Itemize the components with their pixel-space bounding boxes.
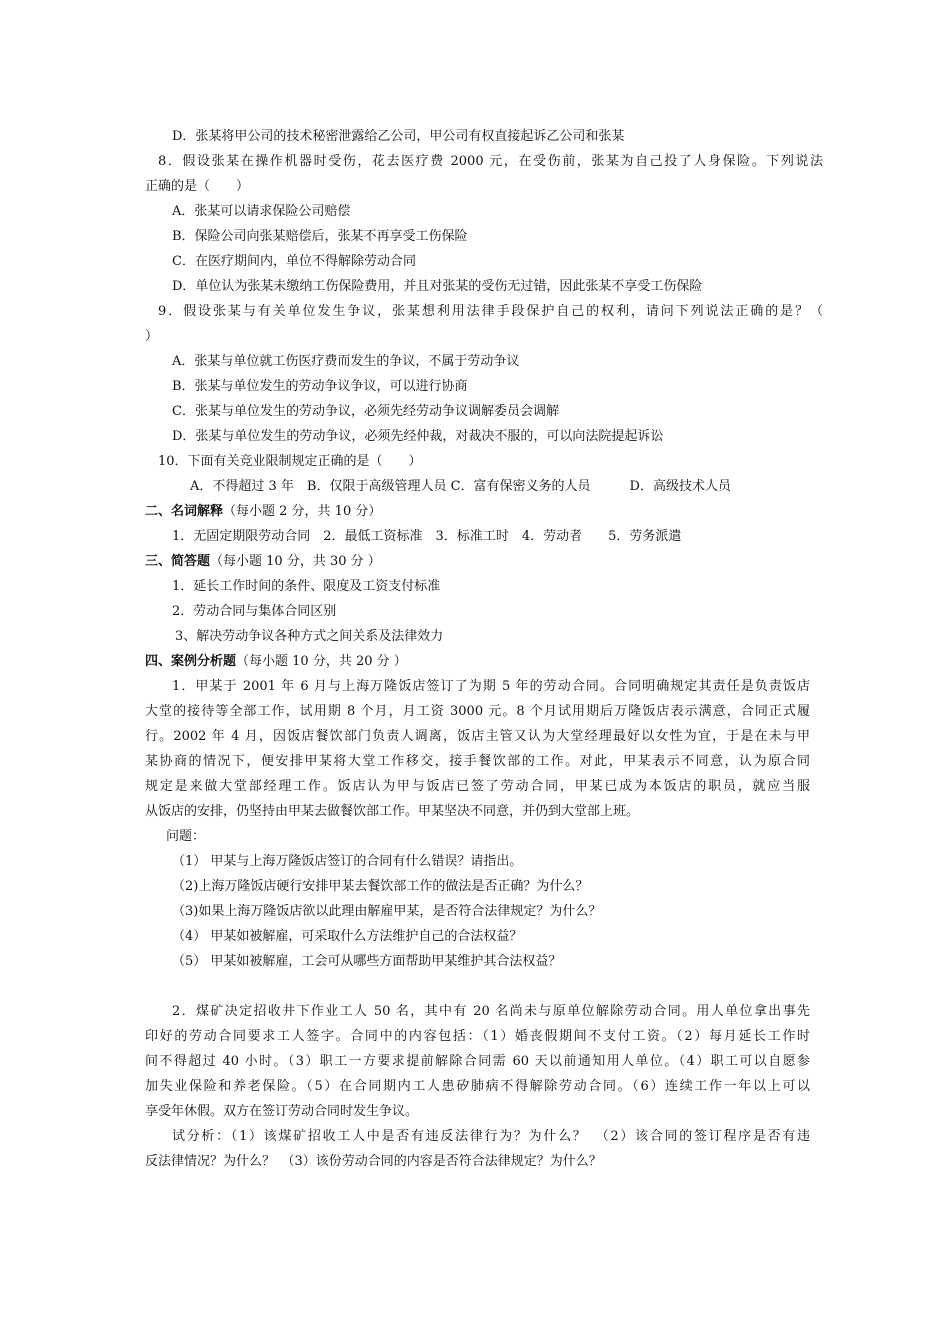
section3-item-1: 1．延长工作时间的条件、限度及工资支付标准 xyxy=(172,579,441,594)
q10-stem: 10．下面有关竞业限制规定正确的是（ ） xyxy=(158,454,422,469)
case2-line-1: 2．煤矿决定招收井下作业工人 50 名，其中有 20 名尚未与原单位解除劳动合同。用人单位拿出事先 xyxy=(172,1004,810,1019)
q9-stem-line2: ） xyxy=(145,329,159,344)
section2-title: 二、名词解释 xyxy=(145,504,224,519)
section3-heading xyxy=(145,553,810,571)
analysis-line-1: 试分析：（1）该煤矿招收工人中是否有违反法律行为？为什么？ （2）该合同的签订程序是否有违 xyxy=(172,1129,810,1144)
section3-title: 三、简答题 xyxy=(145,554,211,569)
section2-note: （每小题 2 分，共 10 分） xyxy=(223,504,382,519)
q9-stem-line1: 9．假设张某与有关单位发生争议，张某想利用法律手段保护自己的权利，请问下列说法正确的是？（ xyxy=(158,304,823,319)
section2-items: 1．无固定期限劳动合同 2．最低工资标准 3．标准工时 4．劳动者 5．劳务派遣 xyxy=(172,529,682,544)
case2-line-2: 印好的劳动合同要求工人签字。合同中的内容包括：（1）婚丧假期间不支付工资。（2）每月延长工作时 xyxy=(145,1029,810,1044)
case1-line-4: 某协商的情况下，便安排甲某将大堂工作移交，接手餐饮部的工作。对此，甲某表示不同意，认为原合同 xyxy=(145,754,810,769)
q9-option-a: A．张某与单位就工伤医疗费而发生的争议，不属于劳动争议 xyxy=(172,354,520,369)
section3-item-3: 3、解决劳动争议各种方式之间关系及法律效力 xyxy=(175,629,444,644)
section3-item-2: 2．劳动合同与集体合同区别 xyxy=(172,604,337,619)
question-2: （2)上海万隆饭店硬行安排甲某去餐饮部工作的做法是否正确？为什么？ xyxy=(172,879,589,894)
section4-title: 四、案例分析题 xyxy=(145,654,237,669)
case1-line-3: 行。2002 年 4 月，因饭店餐饮部门负责人调离，饭店主管又认为大堂经理最好以女性为宜，于是在未与甲 xyxy=(145,729,810,744)
q9-option-b: B．张某与单位发生的劳动争议争议，可以进行协商 xyxy=(172,379,468,394)
questions-label: 问题： xyxy=(166,829,206,844)
case1-line-6: 从饭店的安排，仍坚持由甲某去做餐饮部工作。甲某坚决不同意，并仍到大堂部上班。 xyxy=(145,804,640,819)
q8-stem-line2: 正确的是（ ） xyxy=(145,179,250,194)
section3-note: （每小题 10 分，共 30 分 ） xyxy=(210,554,381,569)
q7-option-d: D．张某将甲公司的技术秘密泄露给乙公司，甲公司有权直接起诉乙公司和张某 xyxy=(172,129,625,144)
case2-line-3: 间不得超过 40 小时。（3）职工一方要求提前解除合同需 60 天以前通知用人单位。（4）职工可以自愿参 xyxy=(145,1054,810,1069)
question-4: （4） 甲某如被解雇，可采取什么方法维护自己的合法权益？ xyxy=(172,929,523,944)
section4-note: （每小题 10 分，共 20 分 ） xyxy=(236,654,407,669)
q9-option-d: D．张某与单位发生的劳动争议，必须先经仲裁，对裁决不服的，可以向法院提起诉讼 xyxy=(172,429,664,444)
section4-heading xyxy=(145,653,810,671)
case1-line-1: 1．甲某于 2001 年 6 月与上海万隆饭店签订了为期 5 年的劳动合同。合同明确规定其责任是负责饭店 xyxy=(172,679,810,694)
case1-line-5: 规定是来做大堂部经理工作。饭店认为甲与饭店已签了劳动合同，甲某已成为本饭店的职员，就应当服 xyxy=(145,779,810,794)
q8-option-d: D．单位认为张某未缴纳工伤保险费用，并且对张某的受伤无过错，因此张某不享受工伤保险 xyxy=(172,279,703,294)
q10-options: A．不得超过 3 年 B．仅限于高级管理人员 C．富有保密义务的人员 D．高级技术人员 xyxy=(190,479,731,494)
q9-option-c: C．张某与单位发生的劳动争议，必须先经劳动争议调解委员会调解 xyxy=(172,404,559,419)
question-3: （3)如果上海万隆饭店欲以此理由解雇甲某，是否符合法律规定？为什么？ xyxy=(172,904,602,919)
q8-option-a: A．张某可以请求保险公司赔偿 xyxy=(172,204,351,219)
case1-line-2: 大堂的接待等全部工作，试用期 8 个月，月工资 3000 元。8 个月试用期后万隆饭店表示满意，合同正式履 xyxy=(145,704,810,719)
case2-line-4: 加失业保险和养老保险。（5）在合同期内工人患矽肺病不得解除劳动合同。（6）连续工作一年以上可以 xyxy=(145,1079,810,1094)
case2-line-5: 享受年休假。双方在签订劳动合同时发生争议。 xyxy=(145,1104,419,1119)
question-5: （5） 甲某如被解雇，工会可从哪些方面帮助甲某维护其合法权益？ xyxy=(172,954,562,969)
section2-heading xyxy=(145,503,810,521)
q8-option-b: B．保险公司向张某赔偿后，张某不再享受工伤保险 xyxy=(172,229,468,244)
q8-stem-line1: 8．假设张某在操作机器时受伤，花去医疗费 2000 元，在受伤前，张某为自己投了人身保险。下列说法 xyxy=(158,154,823,169)
analysis-line-2: 反法律情况？为什么？ （3）该份劳动合同的内容是否符合法律规定？为什么？ xyxy=(145,1154,602,1169)
question-1: （1） 甲某与上海万隆饭店签订的合同有什么错误？请指出。 xyxy=(172,854,523,869)
q8-option-c: C．在医疗期间内，单位不得解除劳动合同 xyxy=(172,254,416,269)
